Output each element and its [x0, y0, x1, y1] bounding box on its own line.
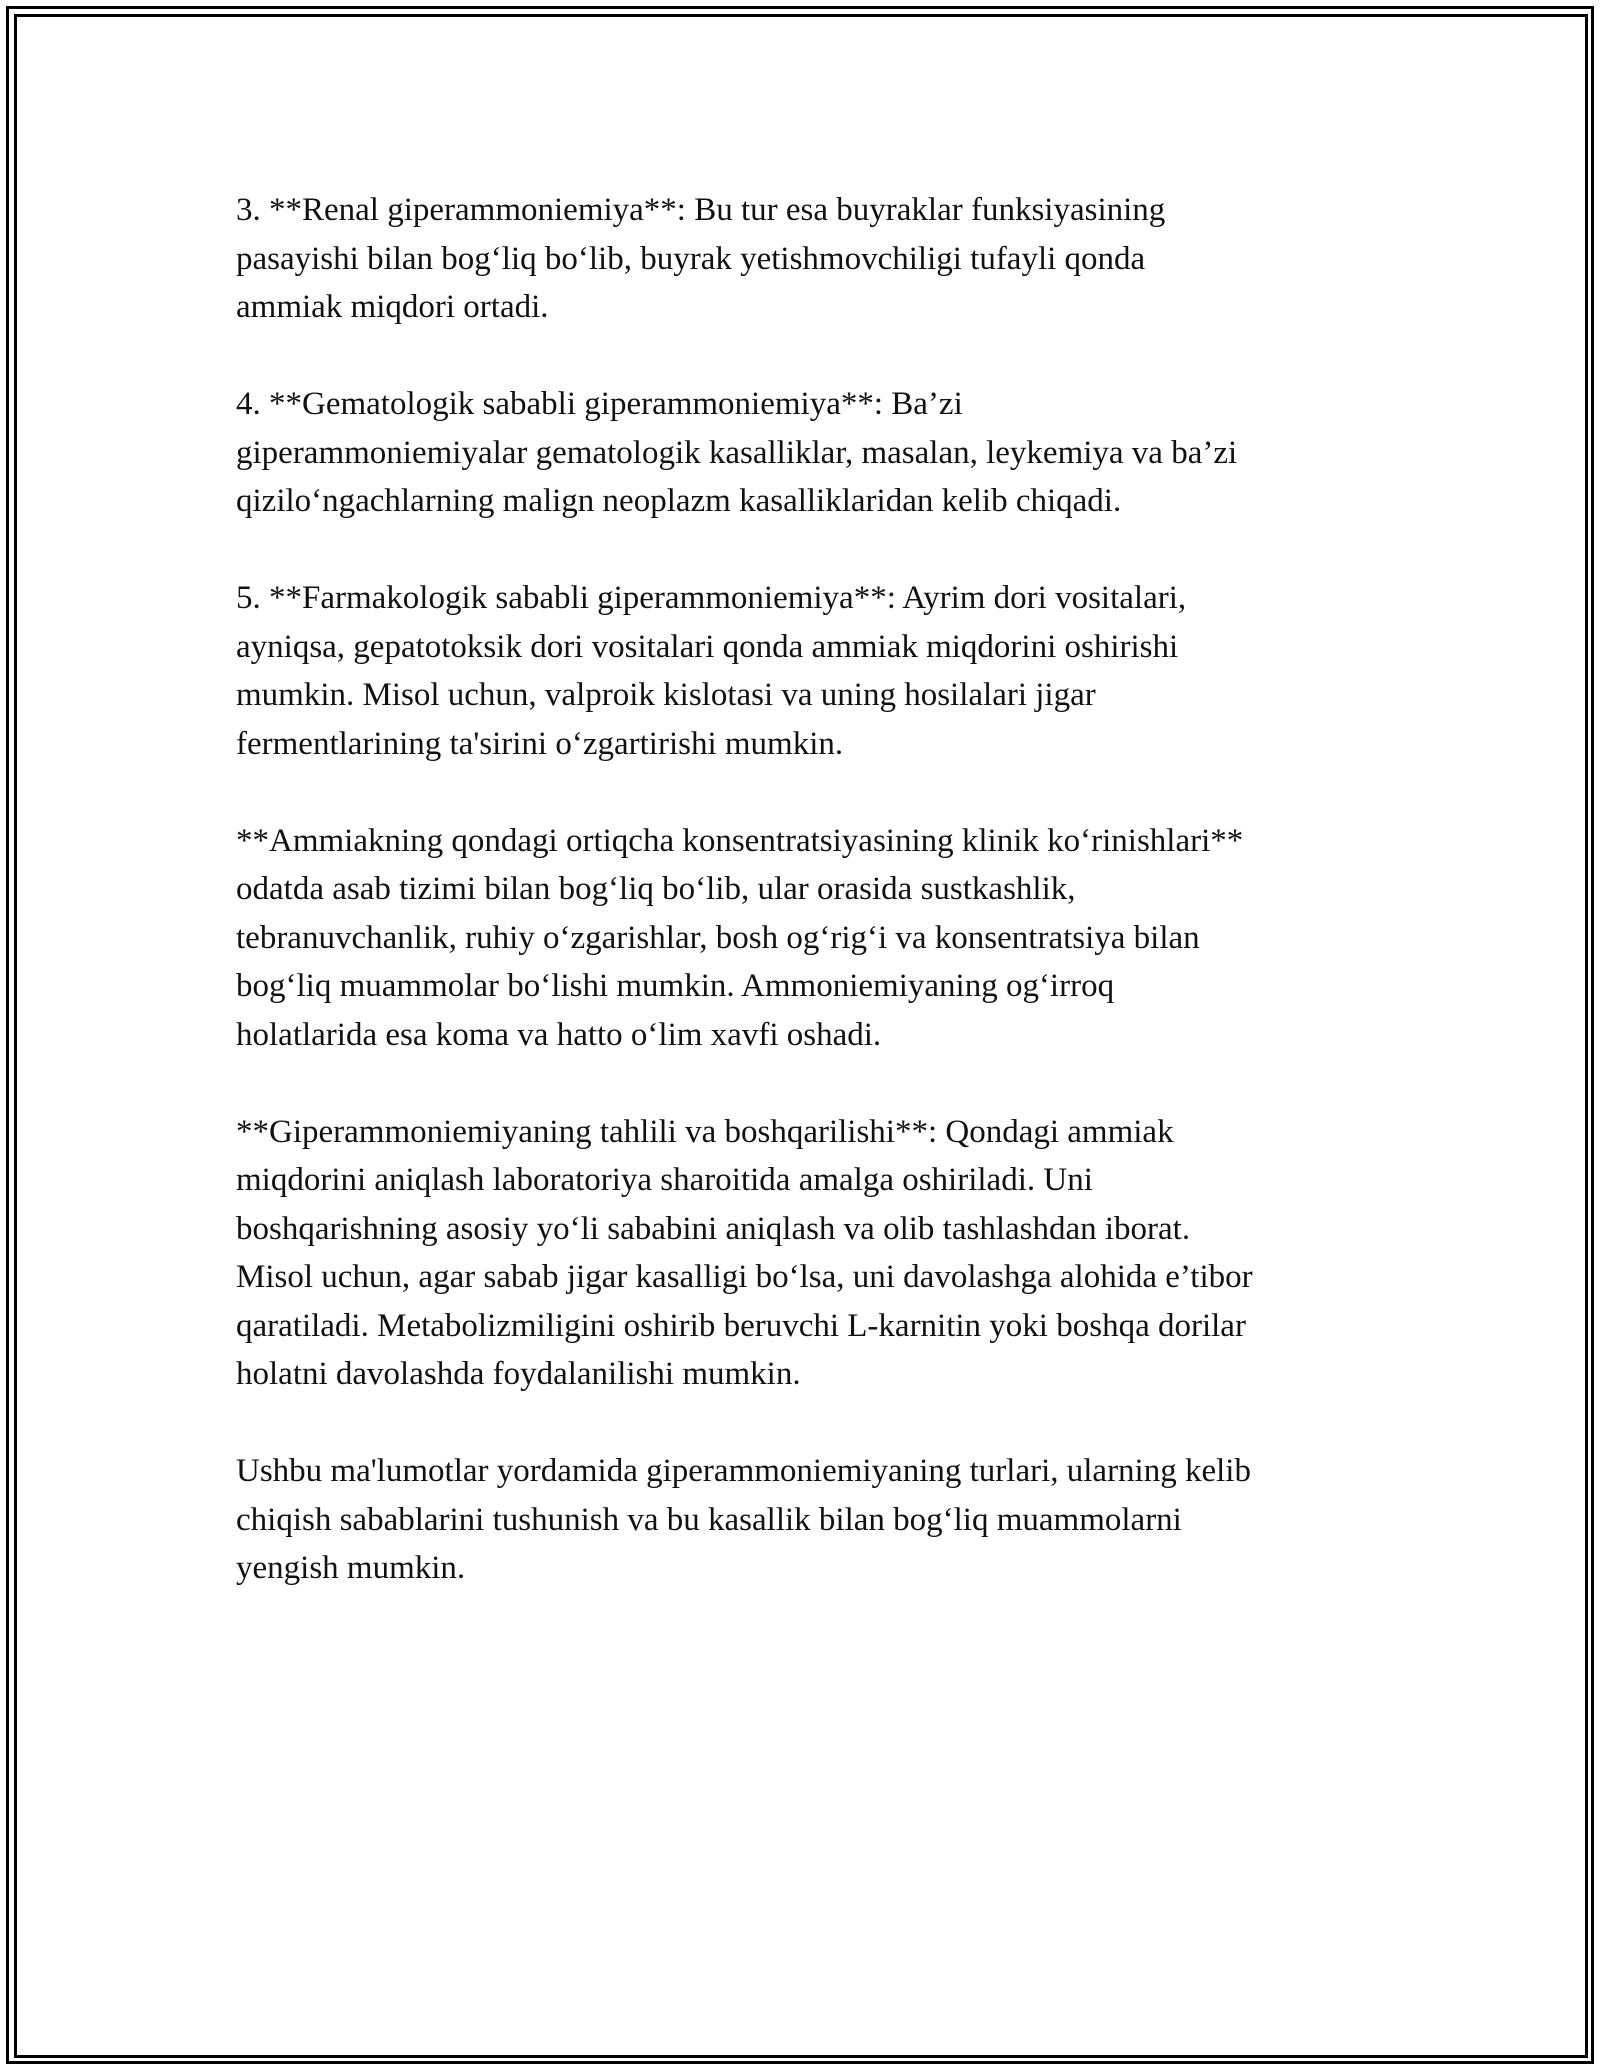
paragraph-klinik: **Ammiakning qondagi ortiqcha konsentratsiyasining klinik ko‘rinishlari** odatda asab tizimi bilan bog‘liq bo‘lib, ular orasida sustkashlik, tebranuvchanlik, ruhiy o‘zgarishlar, bosh og‘rig‘i va konsentratsiya bilan bog‘liq muammolar bo‘lishi mumkin. Ammoniemiyaning og‘irroq holatlarida esa koma va hatto o‘lim xavfi oshadi.	[236, 822, 1244, 1053]
paragraph-xulosa: Ushbu ma'lumotlar yordamida giperammoniemiyaning turlari, ularning kelib chiqish sabablarini tushunish va bu kasallik bilan bog‘liq muammolarni yengish mumkin.	[236, 1453, 1251, 1586]
document-body	[236, 186, 1376, 1641]
paragraph-gematologik: 4. **Gematologik sababli giperammoniemiya**: Ba’zi giperammoniemiyalar gematologik kasalliklar, masalan, leykemiya va ba’zi qizilo‘ngachlarning malign neoplazm kasalliklaridan kelib chiqadi.	[236, 386, 1238, 519]
paragraph-tahlil: **Giperammoniemiyaning tahlili va boshqarilishi**: Qondagi ammiak miqdorini aniqlash laboratoriya sharoitida amalga oshiriladi. Uni boshqarishning asosiy yo‘li sababini aniqlash va olib tashlashdan iborat. Misol uchun, agar sabab jigar kasalligi bo‘lsa, uni davolashga alohida e’tibor qaratiladi. Metabolizmiligini oshirib beruvchi L-karnitin yoki boshqa dorilar holatni davolashda foydalanilishi mumkin.	[236, 1113, 1253, 1392]
paragraph-renal: 3. **Renal giperammoniemiya**: Bu tur esa buyraklar funksiyasining pasayishi bilan bog‘liq bo‘lib, buyrak yetishmovchiligi tufayli qonda ammiak miqdori ortadi.	[236, 192, 1166, 325]
paragraph-farmakologik: 5. **Farmakologik sababli giperammoniemiya**: Ayrim dori vositalari, ayniqsa, gepatotoksik dori vositalari qonda ammiak miqdorini oshirishi mumkin. Misol uchun, valproik kislotasi va uning hosilalari jigar fermentlarining ta'sirini o‘zgartirishi mumkin.	[236, 580, 1187, 762]
